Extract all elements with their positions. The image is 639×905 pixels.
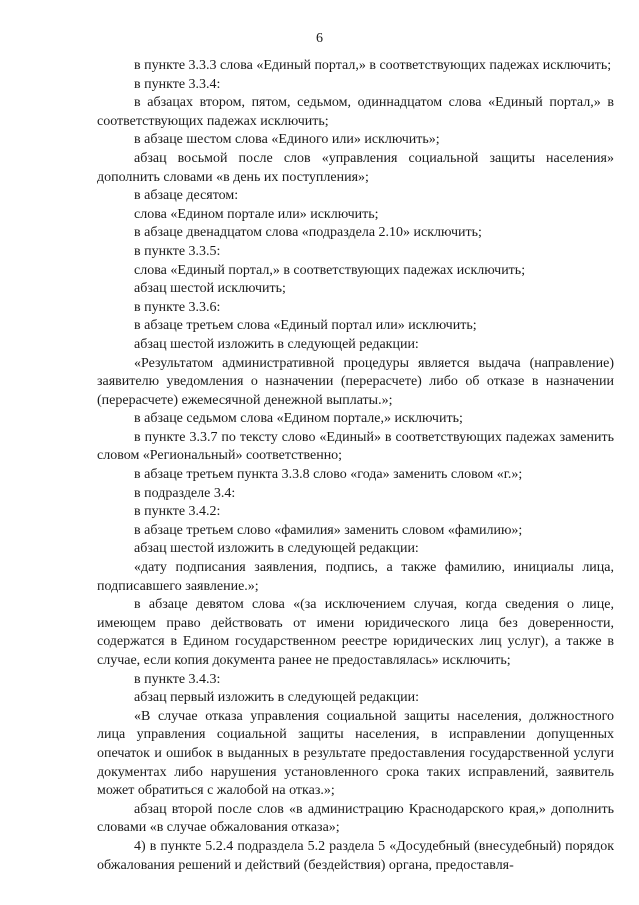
paragraph: в абзаце девятом слова «(за исключением случая, когда сведения о лице, имеющем право действовать от имени юридического лица без доверенности, содержатся в Едином государственном реестре юридических лиц услуг), а также в случае, если копия документа ранее не предоставлялась» исключить; (97, 597, 614, 668)
paragraph: абзац шестой изложить в следующей редакции: (134, 541, 419, 557)
paragraph: в пункте 3.4.2: (134, 504, 221, 520)
paragraph: в абзаце десятом: (134, 188, 239, 204)
paragraph: 4) в пункте 5.2.4 подраздела 5.2 раздела 5 «Досудебный (внесудебный) порядок обжалования решений и действий (бездействия) органа, предоставля- (97, 838, 614, 873)
paragraph: «В случае отказа управления социальной защиты населения, должностного лица управления социальной защиты населения, в исправлении допущенных опечаток и ошибок в выданных в результате предоставления государственной услуги документах либо нарушения установленного срока таких исправлений, заявитель может обратиться с жалобой на отказ.»; (97, 708, 614, 799)
paragraph: в абзаце третьем пункта 3.3.8 слово «года» заменить словом «г.»; (134, 467, 523, 483)
paragraph: слова «Единый портал,» в соответствующих падежах исключить; (134, 262, 526, 278)
paragraph: «дату подписания заявления, подпись, а также фамилию, инициалы лица, подписавшего заявление.»; (97, 560, 614, 594)
paragraph: абзац шестой исключить; (134, 281, 286, 297)
paragraph: в абзаце третьем слова «Единый портал или» исключить; (134, 318, 477, 334)
paragraph: в пункте 3.3.3 слова «Единый портал,» в соответствующих падежах исключить; (134, 58, 612, 73)
paragraph: в пункте 3.3.4: (134, 76, 221, 92)
paragraph: в пункте 3.3.5: (134, 243, 221, 259)
paragraph: в абзаце двенадцатом слова «подраздела 2.10» исключить; (134, 225, 482, 241)
paragraph: в абзаце седьмом слова «Едином портале,» исключить; (134, 411, 463, 427)
paragraph: слова «Едином портале или» исключить; (134, 206, 379, 222)
paragraph: в пункте 3.4.3: (134, 671, 221, 687)
paragraph: в абзацах втором, пятом, седьмом, одиннадцатом слова «Единый портал,» в соответствующих падежах исключить; (97, 95, 614, 129)
paragraph: «Результатом административной процедуры является выдача (направление) заявителю уведомления о назначении (перерасчете) либо об отказе в назначении (перерасчете) ежемесячной денежной выплаты.»; (97, 355, 614, 408)
paragraph: в абзаце шестом слова «Единого или» исключить»; (134, 132, 440, 148)
paragraph: абзац первый изложить в следующей редакции: (134, 690, 420, 706)
paragraph: в пункте 3.3.7 по тексту слово «Единый» в соответствующих падежах заменить словом «Региональный» соответственно; (97, 429, 614, 464)
document-body (97, 57, 614, 875)
page-number: 6 (316, 31, 323, 46)
paragraph: в подразделе 3.4: (134, 485, 236, 501)
paragraph: в абзаце третьем слово «фамилия» заменить словом «фамилию»; (134, 522, 523, 538)
paragraph: абзац шестой изложить в следующей редакции: (134, 336, 419, 352)
paragraph: абзац второй после слов «в администрацию Краснодарского края,» дополнить словами «в случае обжалования отказа»; (97, 801, 614, 836)
paragraph: абзац восьмой после слов «управления социальной защиты населения» дополнить словами «в день их поступления»; (97, 150, 614, 185)
paragraph: в пункте 3.3.6: (134, 299, 221, 315)
